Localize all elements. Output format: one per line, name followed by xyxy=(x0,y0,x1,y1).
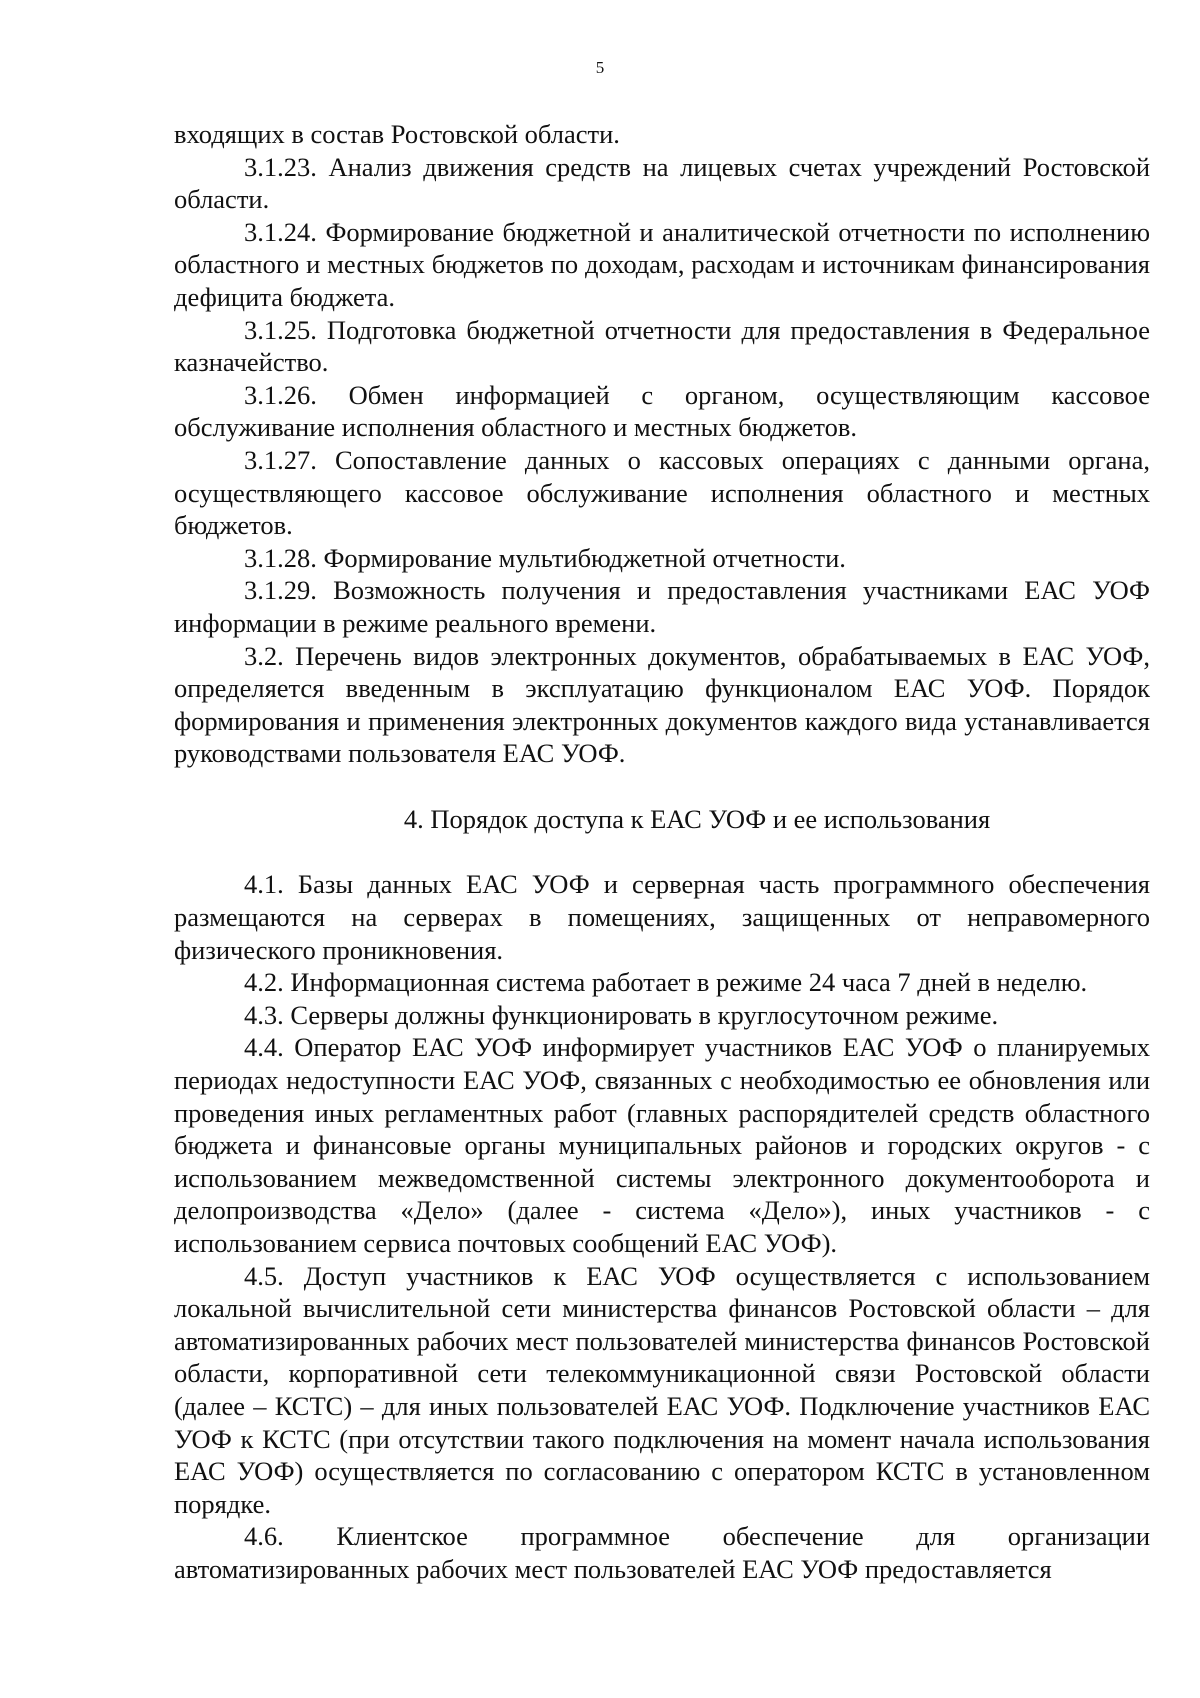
paragraph-3-1-24: 3.1.24. Формирование бюджетной и аналитической отчетности по исполнению областного и местных бюджетов по доходам, расходам и источникам финансирования дефицита бюджета. xyxy=(174,216,1150,312)
document-body xyxy=(174,118,1150,1586)
paragraph-3-1-25: 3.1.25. Подготовка бюджетной отчетности для предоставления в Федеральное казначейство. xyxy=(174,314,1150,378)
paragraph-4-5: 4.5. Доступ участников к ЕАС УОФ осуществляется с использованием локальной вычислительной сети министерства финансов Ростовской области – для автоматизированных рабочих мест пользователей министерства финансов Ростовской области, корпоративной сети телекоммуникационной связи Ростовской области (далее – КСТС) – для иных пользователей ЕАС УОФ. Подключение участников ЕАС УОФ к КСТС (при отсутствии такого подключения на момент начала использования ЕАС УОФ) осуществляется по согласованию с оператором КСТС в установленном порядке. xyxy=(174,1260,1150,1519)
paragraph-4-2: 4.2. Информационная система работает в режиме 24 часа 7 дней в неделю. xyxy=(244,967,1088,998)
paragraph-4-6: 4.6. Клиентское программное обеспечение для организации автоматизированных рабочих мест пользователей ЕАС УОФ предоставляется xyxy=(174,1521,1150,1584)
paragraph-4-1: 4.1. Базы данных ЕАС УОФ и серверная часть программного обеспечения размещаются на серверах в помещениях, защищенных от неправомерного физического проникновения. xyxy=(174,869,1150,965)
paragraph-4-4: 4.4. Оператор ЕАС УОФ информирует участников ЕАС УОФ о планируемых периодах недоступности ЕАС УОФ, связанных с необходимостью ее обновления или проведения иных регламентных работ (главных распорядителей средств областного бюджета и финансовые органы муниципальных районов и городских округов - с использованием межведомственной системы электронного документооборота и делопроизводства «Дело» (далее - система «Дело»), иных участников - с использованием сервиса почтовых сообщений ЕАС УОФ). xyxy=(174,1032,1150,1258)
paragraph-continuation: входящих в состав Ростовской области. xyxy=(174,119,620,149)
page-number: 5 xyxy=(595,58,605,77)
paragraph-3-1-27: 3.1.27. Сопоставление данных о кассовых операциях с данными органа, осуществляющего кассовое обслуживание исполнения областного и местных бюджетов. xyxy=(174,444,1150,541)
paragraph-3-1-29: 3.1.29. Возможность получения и предоставления участниками ЕАС УОФ информации в режиме реального времени. xyxy=(174,575,1150,638)
section-heading: 4. Порядок доступа к ЕАС УОФ и ее использования xyxy=(403,803,991,834)
paragraph-4-3: 4.3. Серверы должны функционировать в круглосуточном режиме. xyxy=(244,999,999,1030)
paragraph-3-1-26: 3.1.26. Обмен информацией с органом, осуществляющим кассовое обслуживание исполнения областного и местных бюджетов. xyxy=(174,379,1150,443)
paragraph-3-1-28: 3.1.28. Формирование мультибюджетной отчетности. xyxy=(244,542,846,573)
paragraph-3-1-23: 3.1.23. Анализ движения средств на лицевых счетах учреждений Ростовской области. xyxy=(174,151,1150,215)
paragraph-3-2: 3.2. Перечень видов электронных документов, обрабатываемых в ЕАС УОФ, определяется введенным в эксплуатацию функционалом ЕАС УОФ. Порядок формирования и применения электронных документов каждого вида устанавливается руководствами пользователя ЕАС УОФ. xyxy=(174,640,1150,769)
